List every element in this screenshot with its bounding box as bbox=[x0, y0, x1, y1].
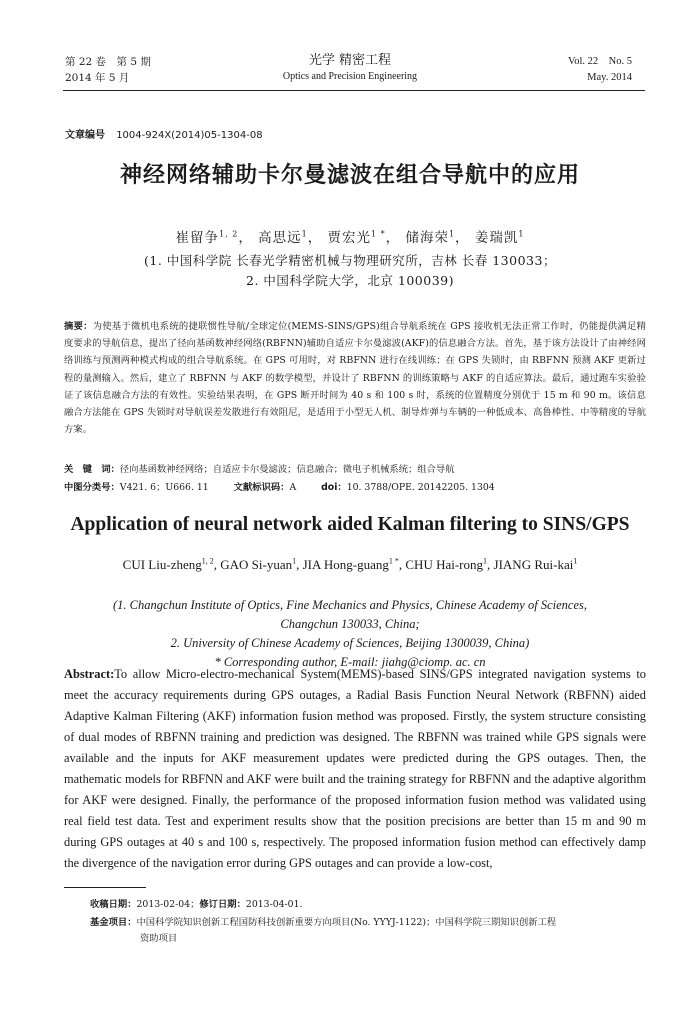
affiliations-en bbox=[0, 596, 700, 672]
authors-cn: 崔留争$^{1, 2}$， 高思远$^1$， 贾宏光$^{1 *}$， 储海荣$^1$， 姜瑞凯$^1$ bbox=[175, 229, 525, 246]
volume-issue: 第 22 卷 第 5 期 bbox=[65, 56, 151, 68]
received-value: 2013-02-04； bbox=[136, 899, 200, 910]
author-cn: 姜瑞凯 bbox=[474, 230, 519, 246]
author-sup: 1 bbox=[518, 229, 525, 239]
article-number-value: 1004-924X(2014)05-1304-08 bbox=[116, 130, 263, 141]
author-en: JIA Hong-guang bbox=[302, 557, 389, 572]
keywords-cn-label: 关 键 词： bbox=[64, 464, 120, 475]
affiliations-cn bbox=[0, 251, 700, 291]
keywords-cn-text: 径向基函数神经网络；自适应卡尔曼滤波；信息融合；微电子机械系统；组合导航 bbox=[119, 464, 455, 475]
volume-issue-en: Vol. 22 No. 5 bbox=[568, 56, 632, 67]
journal-name-cn: 光学 精密工程 bbox=[308, 53, 392, 68]
abstract-cn-text: 为使基于微机电系统的捷联惯性导航/全球定位(MEMS-SINS/GPS)组合导航系统在 GPS 接收机无法正常工作时，仍能提供满足精度要求的导航信息，提出了径向基函数神经网络(RBFNN)辅助自适应卡尔曼滤波(AKF)的信息融合方法。首先，基于该方法设计了由神经网络训练与预测两种模式构成的组合导航系统。在 GPS 可用时，对 RBFNN 进行在线训练；在 GPS 失锁时，由 RBFNN 预测 AKF 更新过程的量测输入。然后，建立了 RBFNN 与 AKF 的数学模型，并设计了 RBFNN 的训练策略与 AKF 的自适应算法。最后，通过跑车实验验证了该信息融合方法的有效性。实验结果表明，在 GPS 断开时间为 40 s 和 100 s 时，系统的位置精度分别优于 15 m 和 90 m。该信息融合方法能在 GPS 失锁时对导航误差发散进行有效阻尼，是适用于小型无人机、制导炸弹与车辆的一种低成本、高鲁棒性、中等精度的导航方案。 bbox=[64, 321, 646, 436]
title-en: Application of neural network aided Kalman filtering to SINS/GPS bbox=[70, 514, 630, 535]
issue-info-en bbox=[568, 54, 632, 86]
doi-value: 10. 3788/OPE. 20142205. 1304 bbox=[346, 482, 495, 493]
revised-value: 2013-04-01. bbox=[245, 899, 303, 910]
author-en: GAO Si-yuan bbox=[220, 557, 293, 572]
funding-text-cont: 资助项目 bbox=[140, 933, 178, 944]
issue-date-en: May. 2014 bbox=[587, 72, 632, 83]
doc-code-value: A bbox=[289, 482, 297, 493]
corresponding-author: * Corresponding author, E-mail: jiahg@ciomp. ac. cn bbox=[214, 655, 486, 669]
author-cn: 储海荣 bbox=[405, 230, 449, 246]
classification-info bbox=[64, 480, 646, 496]
author-cn: 贾宏光 bbox=[327, 230, 372, 246]
author-sup: 1 bbox=[573, 556, 578, 566]
abstract-cn-label: 摘要： bbox=[64, 321, 93, 332]
footnote-divider bbox=[64, 887, 146, 888]
doi-label: doi： bbox=[321, 482, 347, 493]
author-sup: 1 * bbox=[371, 229, 386, 239]
authors-en: CUI Liu-zheng$^{1, 2}$, GAO Si-yuan$^1$, JIA Hong-guang$^{1 *}$, CHU Hai-rong$^1$, JIANG Rui-kai$^1$ bbox=[122, 556, 578, 572]
keywords-cn bbox=[64, 462, 646, 478]
received-dates bbox=[90, 897, 650, 913]
author-en: CHU Hai-rong bbox=[405, 557, 484, 572]
abstract-cn bbox=[64, 318, 646, 438]
issue-date: 2014 年 5 月 bbox=[65, 72, 130, 84]
affiliation-line: Changchun 130033, China; bbox=[280, 617, 420, 631]
author-sup: 1 * bbox=[388, 556, 399, 566]
journal-name-en: Optics and Precision Engineering bbox=[282, 71, 418, 82]
affiliation-line: 2. University of Chinese Academy of Sciences, Beijing 1300039, China) bbox=[170, 636, 530, 650]
funding-label: 基金项目： bbox=[90, 917, 137, 928]
author-sup: 1 bbox=[483, 556, 488, 566]
article-number-label: 文章编号 bbox=[65, 130, 105, 141]
clc-value: V421. 6；U666. 11 bbox=[119, 482, 209, 493]
article-number bbox=[65, 126, 263, 141]
affiliation-line: (1. Changchun Institute of Optics, Fine Mechanics and Physics, Chinese Academy of Sciences, bbox=[113, 598, 587, 612]
affiliation-line: (1. 中国科学院 长春光学精密机械与物理研究所，吉林 长春 130033； bbox=[144, 253, 556, 268]
author-en: CUI Liu-zheng bbox=[122, 557, 202, 572]
author-cn: 崔留争 bbox=[175, 230, 220, 246]
abstract-en-text: To allow Micro-electro-mechanical System(MEMS)-based SINS/GPS integrated navigation systems to meet the accuracy requirements during GPS outages, a Radial Basis Function Neural Network (RBFNN) aided Adaptive Kalman Filtering (AKF) information fusion method was proposed. Firstly, the system structure consisting of dual modes of RBFNN training and prediction was designed. The RBFNN was trained while GPS signals were available and the inputs for AKF measurement updates were predicted during the GPS outages. Then, the mathematic models for RBFNN and AKF were built and the training strategy for RBFNN and the adaptive algorithm for AKF were designed. Finally, the performance of the proposed information fusion method was validated using real field test data. Test and experiment results show that the position precisions are better than 15 m and 90 m during GPS outages at 40 s and 100 s, respectively. The proposed information fusion method can effectively damp the divergence of the navigation error during GPS outages and can provide a low-cost, bbox=[64, 667, 646, 870]
author-cn: 高思远 bbox=[258, 230, 302, 246]
author-sup: 1 bbox=[301, 229, 308, 239]
author-sup: 1, 2 bbox=[219, 229, 239, 239]
revised-label: 修订日期： bbox=[199, 899, 246, 910]
funding-text: 中国科学院知识创新工程国防科技创新重要方向项目(No. YYYJ-1122)；中国科学院三期知识创新工程 bbox=[136, 917, 557, 928]
author-sup: 1 bbox=[292, 556, 297, 566]
author-sup: 1 bbox=[448, 229, 456, 239]
doc-code-label: 文献标识码： bbox=[233, 482, 290, 493]
author-en: JIANG Rui-kai bbox=[493, 557, 574, 572]
abstract-en bbox=[64, 664, 646, 874]
title-cn: 神经网络辅助卡尔曼滤波在组合导航中的应用 bbox=[119, 163, 580, 188]
author-sup: 1, 2 bbox=[201, 556, 214, 566]
abstract-en-label: Abstract: bbox=[64, 667, 115, 681]
clc-label: 中图分类号： bbox=[64, 482, 120, 493]
affiliation-line: 2. 中国科学院大学，北京 100039) bbox=[246, 273, 454, 288]
funding bbox=[90, 915, 650, 947]
received-label: 收稿日期： bbox=[90, 899, 137, 910]
header-divider bbox=[63, 90, 645, 91]
